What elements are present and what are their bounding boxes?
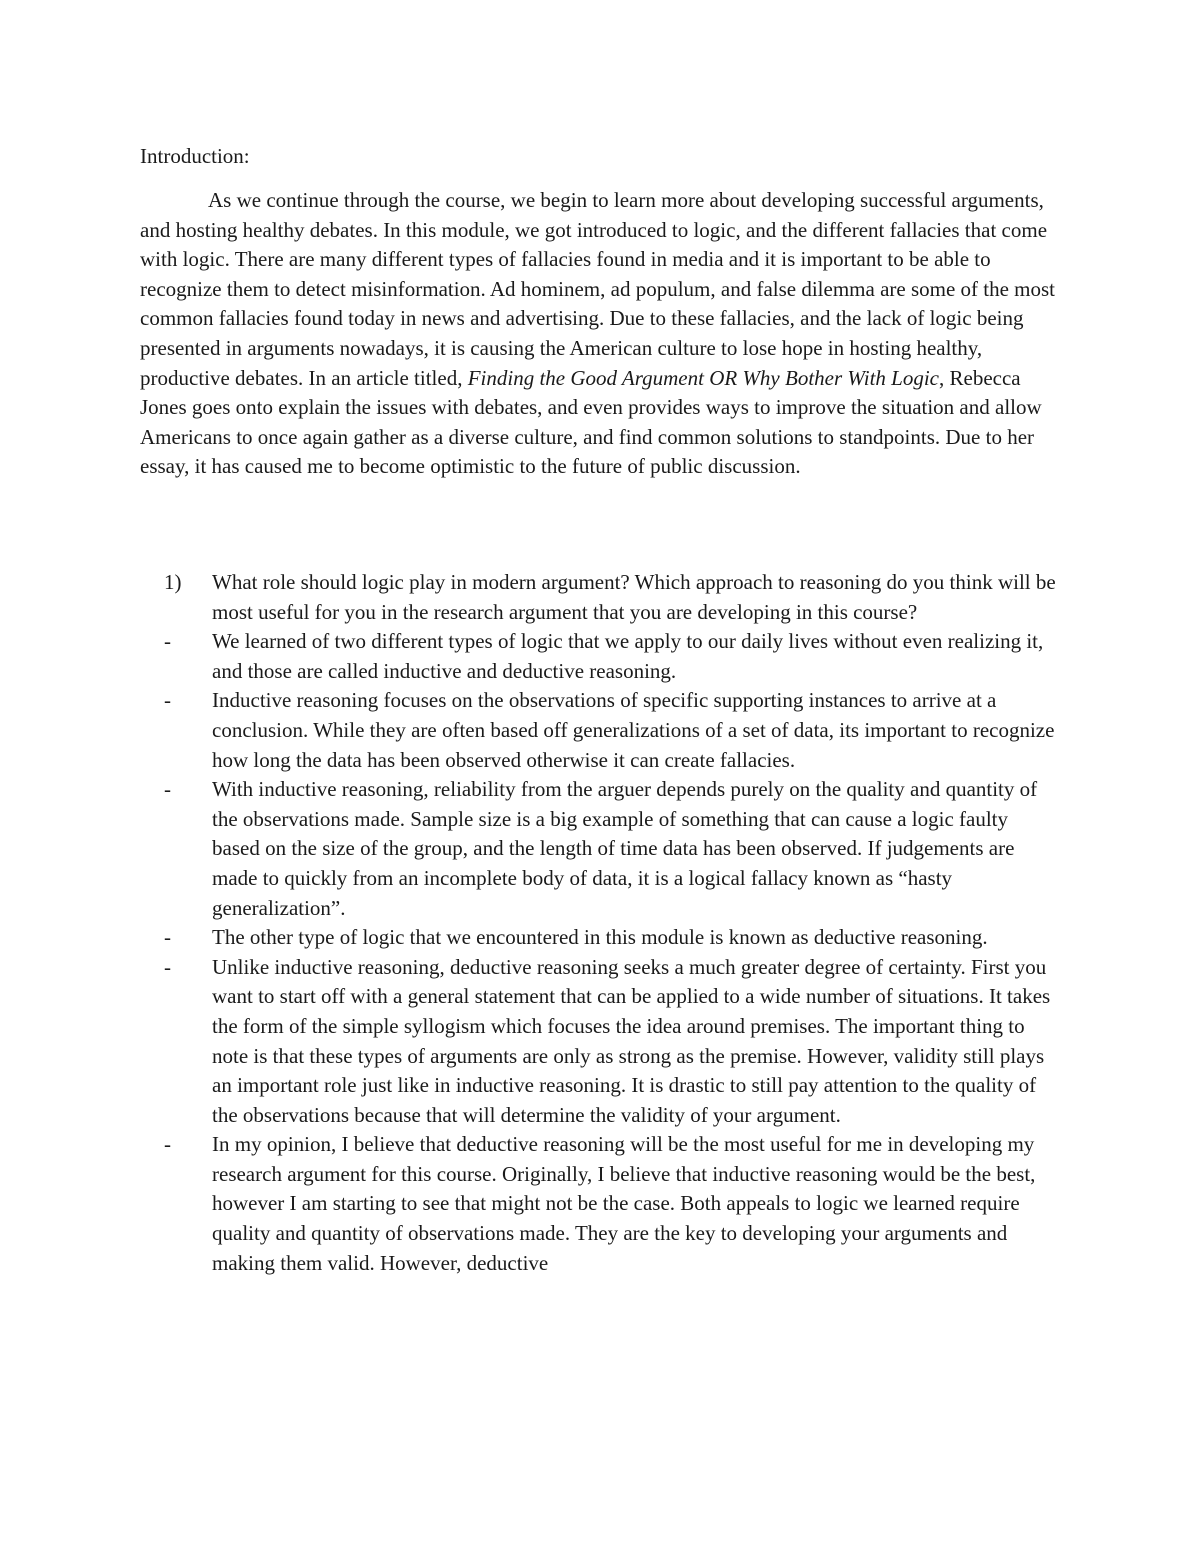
intro-text-after-title: , Rebecca Jones goes onto explain the issues with debates, and even provides ways to improve the situation and allow Americans to once again gather as a diverse culture, and find common solutions to standpoints. Due to her essay, it has caused me to become optimistic to the future of public discussion. [140,365,1042,479]
question-item [140,568,1060,627]
bullet-dash: - [164,688,171,713]
bullet-dash: - [164,1132,171,1157]
bullet-text: In my opinion, I believe that deductive reasoning will be the most useful for me in developing my research argument for this course. Originally, I believe that inductive reasoning would be the best, however I am starting to see that might not be the case. Both appeals to logic we learned require quality and quantity of observations made. They are the key to developing your arguments and making them valid. However, deductive [212,1132,1036,1275]
bullet-text: With inductive reasoning, reliability from the arguer depends purely on the quality and quantity of the observations made. Sample size is a big example of something that can cause a logic faulty based on the size of the group, and the length of time data has been observed. If judgements are made to quickly from an incomplete body of data, it is a logical fallacy known as “hasty generalization”. [212,777,1038,920]
bullet-item [140,627,1060,686]
bullet-dash: - [164,925,171,950]
bullet-item [140,686,1060,775]
bullet-text: Unlike inductive reasoning, deductive reasoning seeks a much greater degree of certainty. First you want to start off with a general statement that can be applied to a wide number of situations. It takes the form of the simple syllogism which focuses the idea around premises. The important thing to note is that these types of arguments are only as strong as the premise. However, validity still plays an important role just like in inductive reasoning. It is drastic to still pay attention to the quality of the observations because that will determine the validity of your argument. [212,954,1051,1127]
question-number: 1) [164,570,182,594]
bullet-dash: - [164,954,171,979]
bullet-text: We learned of two different types of logic that we apply to our daily lives without even realizing it, and those are called inductive and deductive reasoning. [212,629,1044,683]
intro-text-before-title: As we continue through the course, we begin to learn more about developing successful arguments, and hosting healthy debates. In this module, we got introduced to logic, and the different fallacies that come with logic. There are many different types of fallacies found in media and it is important to be able to recognize them to detect misinformation. Ad hominem, ad populum, and false dilemma are some of the most common fallacies found today in news and advertising. Due to these fallacies, and the lack of logic being presented in arguments nowadays, it is causing the American culture to lose hope in hosting healthy, productive debates. In an article titled, [140,188,1056,390]
bullet-item [140,1130,1060,1278]
bullet-item [140,923,1060,953]
bullet-item [140,953,1060,1131]
question-text: What role should logic play in modern argument? Which approach to reasoning do you think will be most useful for you in the research argument that you are developing in this course? [212,570,1056,624]
bullet-dash: - [164,629,171,654]
bullet-text: The other type of logic that we encountered in this module is known as deductive reasoning. [212,925,988,950]
intro-paragraph [140,186,1060,482]
bullet-item [140,775,1060,923]
question-answer-list [140,568,1060,1278]
bullet-text: Inductive reasoning focuses on the observations of specific supporting instances to arrive at a conclusion. While they are often based off generalizations of a set of data, its important to recognize how long the data has been observed otherwise it can create fallacies. [212,688,1055,772]
section-heading: Introduction: [140,144,250,168]
bullet-dash: - [164,777,171,802]
article-title: Finding the Good Argument OR Why Bother With Logic [467,365,939,390]
